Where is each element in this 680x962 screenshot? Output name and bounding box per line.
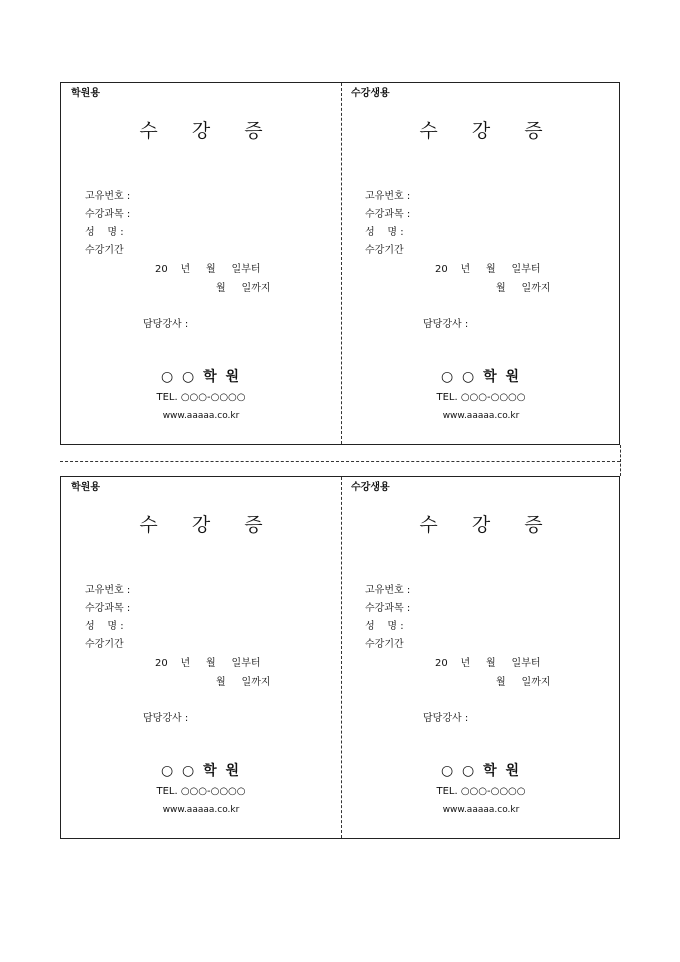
academy-name: ○ ○ 학 원	[440, 763, 522, 779]
card-title: 수 강 증	[419, 514, 557, 536]
academy-website: www.aaaaa.co.kr	[162, 805, 240, 815]
card-student-copy	[341, 83, 621, 444]
period-from: 20 년 월 일부터	[435, 264, 541, 275]
card-academy-copy	[61, 83, 341, 444]
academy-website: www.aaaaa.co.kr	[442, 411, 520, 421]
period-label: 수강기간	[85, 245, 124, 256]
teacher-field: 담당강사 :	[143, 319, 189, 330]
academy-name: ○ ○ 학 원	[160, 763, 242, 779]
academy-website: www.aaaaa.co.kr	[162, 411, 240, 421]
course-field: 수강과목 :	[85, 209, 131, 220]
course-field: 수강과목 :	[365, 603, 411, 614]
usage-label: 학원용	[71, 482, 100, 493]
period-to: 월 일까지	[216, 283, 271, 294]
teacher-field: 담당강사 :	[423, 713, 469, 724]
usage-label: 수강생용	[351, 88, 390, 99]
card-title: 수 강 증	[419, 120, 557, 142]
academy-tel: TEL. ○○○-○○○○	[436, 786, 526, 797]
id-number-field: 고유번호 :	[365, 585, 411, 596]
card-student-copy	[341, 477, 621, 838]
usage-label: 수강생용	[351, 482, 390, 493]
card-academy-copy	[61, 477, 341, 838]
academy-website: www.aaaaa.co.kr	[442, 805, 520, 815]
id-number-field: 고유번호 :	[85, 191, 131, 202]
academy-tel: TEL. ○○○-○○○○	[156, 392, 246, 403]
academy-tel: TEL. ○○○-○○○○	[436, 392, 526, 403]
name-field: 성 명 :	[85, 227, 124, 238]
teacher-field: 담당강사 :	[423, 319, 469, 330]
id-number-field: 고유번호 :	[85, 585, 131, 596]
course-field: 수강과목 :	[85, 603, 131, 614]
period-label: 수강기간	[85, 639, 124, 650]
period-from: 20 년 월 일부터	[435, 658, 541, 669]
id-number-field: 고유번호 :	[365, 191, 411, 202]
name-field: 성 명 :	[85, 621, 124, 632]
period-label: 수강기간	[365, 639, 404, 650]
card-title: 수 강 증	[139, 120, 277, 142]
period-from: 20 년 월 일부터	[155, 264, 261, 275]
cut-edge-line	[620, 445, 621, 476]
academy-name: ○ ○ 학 원	[440, 369, 522, 385]
period-to: 월 일까지	[216, 677, 271, 688]
teacher-field: 담당강사 :	[143, 713, 189, 724]
period-label: 수강기간	[365, 245, 404, 256]
horizontal-cut-line	[60, 461, 620, 462]
coupon-sheet-bottom	[60, 476, 620, 839]
period-from: 20 년 월 일부터	[155, 658, 261, 669]
academy-name: ○ ○ 학 원	[160, 369, 242, 385]
academy-tel: TEL. ○○○-○○○○	[156, 786, 246, 797]
usage-label: 학원용	[71, 88, 100, 99]
period-to: 월 일까지	[496, 677, 551, 688]
period-to: 월 일까지	[496, 283, 551, 294]
name-field: 성 명 :	[365, 227, 404, 238]
card-title: 수 강 증	[139, 514, 277, 536]
course-field: 수강과목 :	[365, 209, 411, 220]
coupon-sheet-top	[60, 82, 620, 445]
name-field: 성 명 :	[365, 621, 404, 632]
